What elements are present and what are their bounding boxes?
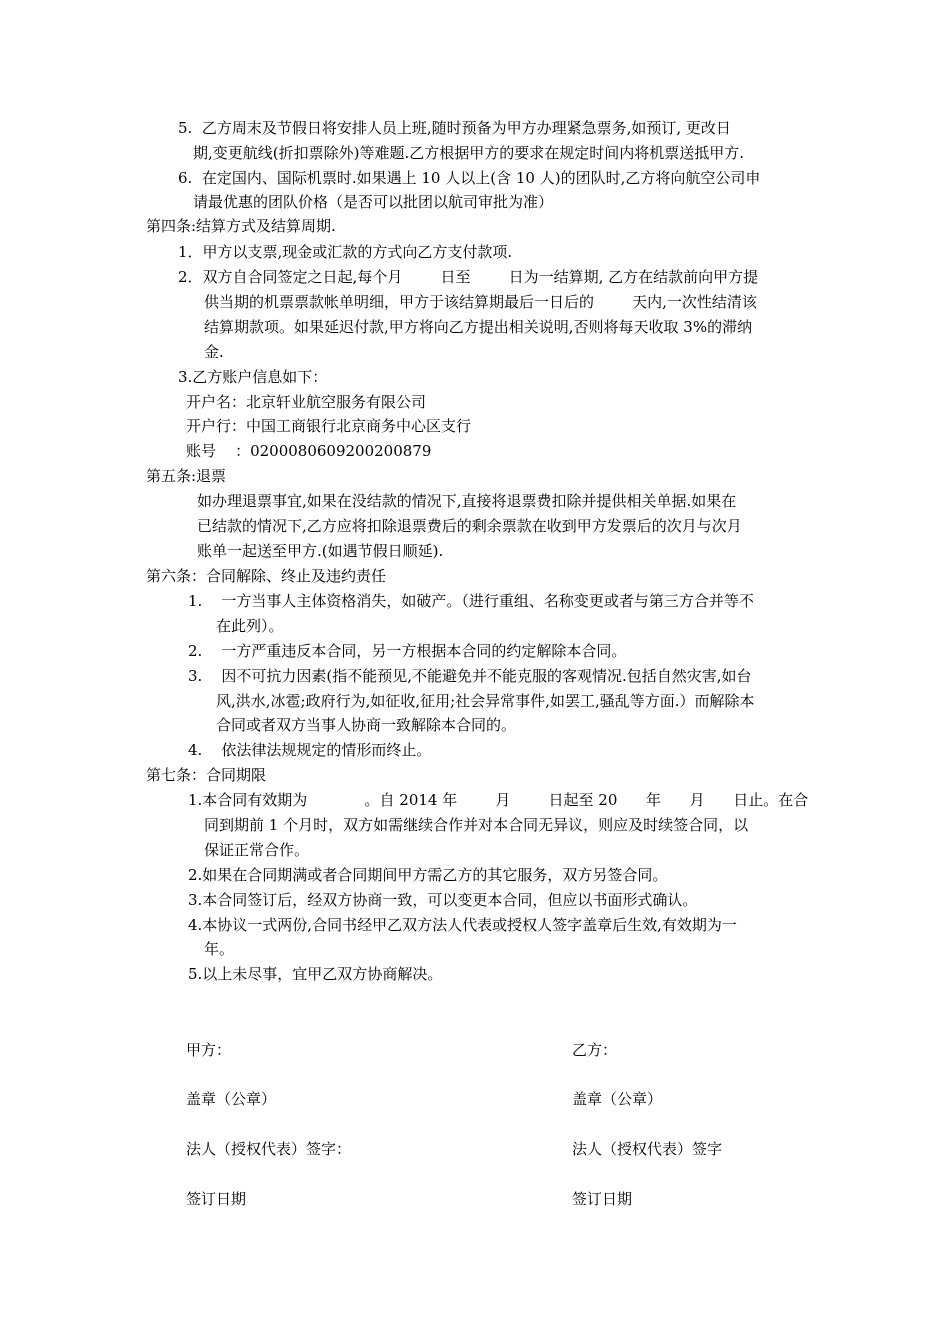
party-a-representative-label: 法人（授权代表）签字：: [186, 1140, 352, 1158]
party-b-date-label: 签订日期: [572, 1190, 633, 1208]
text-line: 如办理退票事宜,如果在没结款的情况下,直接将退票费扣除并提供相关单据.如果在: [197, 492, 737, 510]
party-b-label: 乙方：: [572, 1041, 618, 1059]
text-line: 年。: [204, 940, 235, 958]
section-heading: 第七条：合同期限: [146, 766, 267, 784]
text-line: 2.如果在合同期满或者合同期间甲方需乙方的其它服务，双方另签合同。: [188, 866, 668, 884]
text-line: 同到期前 1 个月时，双方如需继续合作并对本合同无异议，则应及时续签合同，以: [204, 816, 749, 834]
account-bank: 开户行：中国工商银行北京商务中心区支行: [186, 417, 472, 435]
text-line: 结算期款项。如果延迟付款,甲方将向乙方提出相关说明,否则将每天收取 3%的滞纳: [204, 318, 753, 336]
text-line: 1．甲方以支票,现金或汇款的方式向乙方支付款项.: [178, 243, 513, 261]
account-name: 开户名：北京轩业航空服务有限公司: [186, 393, 427, 411]
text-line: 期,变更航线(折扣票除外)等难题.乙方根据甲方的要求在规定时间内将机票送抵甲方.: [193, 144, 745, 162]
text-line: 风,洪水,冰雹;政府行为,如征收,征用;社会异常事件,如罢工,骚乱等方面.）而解除本: [216, 692, 755, 710]
text-line: 2．双方自合同签定之日起,每个月 日至 日为一结算期, 乙方在结款前向甲方提: [178, 268, 759, 286]
text-line: 保证正常合作。: [204, 841, 310, 859]
text-line: 账单一起送至甲方.(如遇节假日顺延).: [197, 542, 444, 560]
text-line: 5. 乙方周末及节假日将安排人员上班,随时预备为甲方办理紧急票务,如预订, 更改日: [178, 119, 731, 137]
text-line: 1. 一方当事人主体资格消失，如破产。（进行重组、名称变更或者与第三方合并等不: [188, 592, 754, 610]
text-line: 3.乙方账户信息如下：: [178, 368, 328, 386]
party-a-label: 甲方：: [186, 1041, 232, 1059]
section-heading: 第四条:结算方式及结算周期.: [146, 217, 336, 235]
section-heading: 第六条：合同解除、终止及违约责任: [146, 567, 387, 585]
text-line: 3. 因不可抗力因素(指不能预见,不能避免并不能克服的客观情况.包括自然灾害,如台: [188, 667, 752, 685]
text-line: 已结款的情况下,乙方应将扣除退票费后的剩余票款在收到甲方发票后的次月与次月: [197, 517, 742, 535]
party-b-seal-label: 盖章（公章）: [572, 1090, 663, 1108]
section-heading: 第五条:退票: [146, 467, 227, 485]
text-line: 5.以上未尽事，宜甲乙双方协商解决。: [188, 965, 443, 983]
text-line: 请最优惠的团队价格（是否可以批团以航司审批为准）: [193, 193, 554, 211]
text-line: 2. 一方严重违反本合同，另一方根据本合同的约定解除本合同。: [188, 642, 627, 660]
text-line: 6. 在定国内、国际机票时.如果遇上 10 人以上(含 10 人)的团队时,乙方将向航空公司申: [178, 169, 761, 187]
text-line: 1.本合同有效期为 。自 2014 年 月 日起至 20 年 月 日止。在合: [188, 791, 809, 809]
text-line: 4. 依法律法规规定的情形而终止。: [188, 741, 432, 759]
text-line: 4.本协议一式两份,合同书经甲乙双方法人代表或授权人签字盖章后生效,有效期为一: [188, 916, 737, 934]
party-a-seal-label: 盖章（公章）: [186, 1090, 277, 1108]
text-line: 在此列）。: [216, 617, 284, 635]
account-number: 账号 ：0200080609200200879: [186, 442, 432, 460]
party-b-representative-label: 法人（授权代表）签字: [572, 1140, 723, 1158]
party-a-date-label: 签订日期: [186, 1190, 247, 1208]
text-line: 供当期的机票票款帐单明细，甲方于该结算期最后一日后的 天内,一次性结清该: [204, 293, 757, 311]
text-line: 合同或者双方当事人协商一致解除本合同的。: [216, 716, 517, 734]
text-line: 3.本合同签订后，经双方协商一致，可以变更本合同，但应以书面形式确认。: [188, 891, 698, 909]
text-line: 金.: [204, 343, 224, 361]
